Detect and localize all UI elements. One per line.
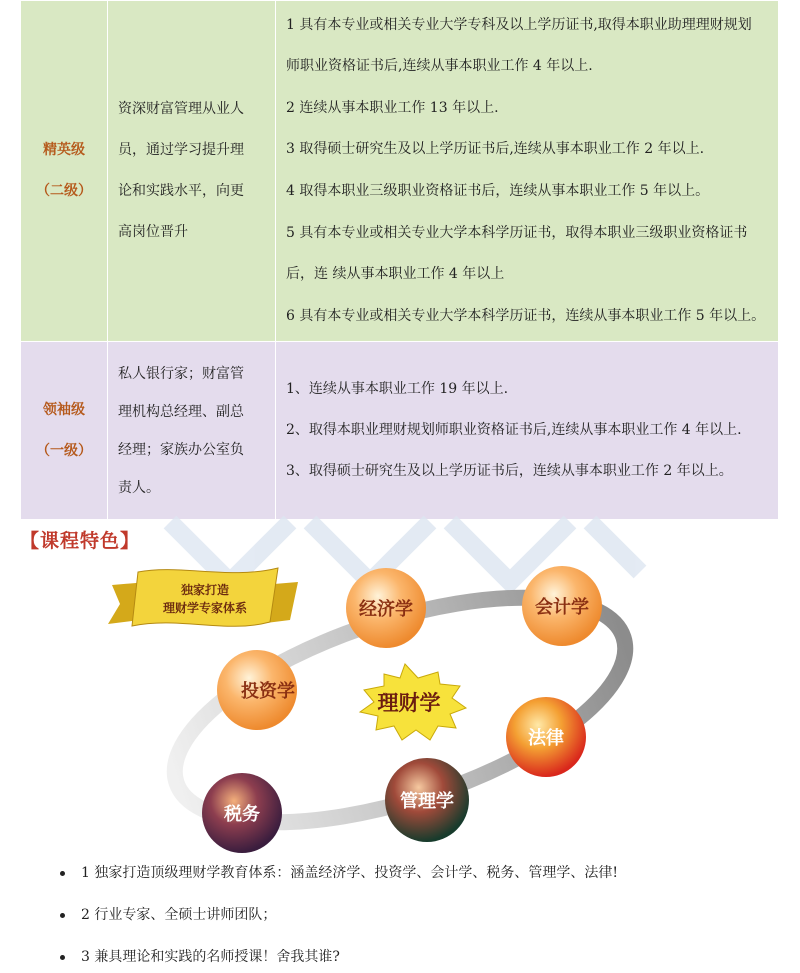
feature-banner	[108, 568, 298, 626]
bullet-dot	[60, 913, 65, 918]
node-tax	[202, 773, 282, 853]
node-law	[506, 697, 586, 777]
table-row-leader	[21, 342, 779, 520]
node-economics	[346, 568, 426, 648]
list-item	[60, 904, 276, 924]
node-tax-label: 税务	[224, 804, 260, 825]
description-line: 经理；家族办公室负	[118, 441, 244, 458]
description-line: 责人。	[118, 479, 160, 496]
bullet-dot	[60, 871, 65, 876]
bullet-dot	[60, 955, 65, 960]
requirement-line: 2 连续从事本职业工作 13 年以上.	[286, 99, 499, 116]
requirement-line: 4 取得本职业三级职业资格证书后，连续从事本职业工作 5 年以上。	[286, 183, 710, 199]
requirement-line: 师职业资格证书后,连续从事本职业工作 4 年以上.	[286, 58, 593, 75]
table-row-elite	[21, 1, 779, 342]
requirement-line: 1、连续从事本职业工作 19 年以上.	[286, 381, 509, 397]
banner-line-2: 理财学专家体系	[162, 601, 248, 615]
node-accounting-label: 会计学	[535, 597, 589, 618]
requirement-line: 3、取得硕士研究生及以上学历证书后，连续从事本职业工作 2 年以上。	[286, 463, 733, 479]
list-item-text: 1 独家打造顶级理财学教育体系：涵盖经济学、投资学、会计学、税务、管理学、法律!	[81, 865, 618, 881]
list-item	[60, 946, 340, 966]
level-grade-leader: （一级）	[36, 442, 92, 459]
list-item-text: 2 行业专家、全硕士讲师团队；	[81, 907, 277, 923]
description-line: 资深财富管理从业人	[118, 101, 244, 117]
description-line: 理机构总经理、副总	[118, 403, 244, 420]
node-law-label: 法律	[528, 728, 564, 749]
course-feature-diagram	[0, 560, 800, 860]
qualification-table	[20, 0, 779, 520]
description-line: 私人银行家；财富管	[118, 365, 244, 382]
requirements-cell-leader	[276, 342, 779, 520]
node-management-label: 管理学	[400, 791, 454, 812]
node-economics-label: 经济学	[359, 599, 413, 620]
requirement-line: 5 具有本专业或相关专业大学本科学历证书，取得本职业三级职业资格证书	[286, 224, 748, 241]
description-cell-elite	[108, 1, 276, 342]
description-line: 员，通过学习提升理	[118, 142, 244, 158]
list-item	[60, 862, 618, 882]
requirement-line: 6 具有本专业或相关专业大学本科学历证书，连续从事本职业工作 5 年以上。	[286, 307, 766, 324]
requirement-line: 1 具有本专业或相关专业大学专科及以上学历证书,取得本职业助理理财规划	[286, 16, 752, 33]
node-investment-label: 投资学	[241, 681, 295, 702]
requirement-line: 2、取得本职业理财规划师职业资格证书后,连续从事本职业工作 4 年以上.	[286, 422, 742, 438]
center-starburst	[360, 664, 466, 740]
node-accounting	[522, 566, 602, 646]
section-title: 【课程特色】	[20, 530, 141, 552]
center-label: 理财学	[377, 691, 441, 715]
list-item-text: 3 兼具理论和实践的名师授课！舍我其谁?	[81, 949, 340, 965]
requirement-line: 3 取得硕士研究生及以上学历证书后,连续从事本职业工作 2 年以上.	[286, 141, 705, 158]
description-line: 高岗位晋升	[118, 224, 188, 240]
node-management	[385, 758, 469, 842]
requirement-line: 后，连 续从事本职业工作 4 年以上	[286, 266, 505, 283]
level-grade-elite: （二级）	[36, 183, 92, 199]
node-investment	[217, 650, 297, 730]
requirements-cell-elite	[276, 1, 779, 342]
description-cell-leader	[108, 342, 276, 520]
level-name-leader: 领袖级	[43, 401, 85, 418]
level-cell-elite	[21, 1, 108, 342]
level-name-elite: 精英级	[43, 142, 85, 158]
description-line: 论和实践水平，向更	[118, 183, 244, 199]
level-cell-leader	[21, 342, 108, 520]
banner-line-1: 独家打造	[180, 583, 230, 597]
